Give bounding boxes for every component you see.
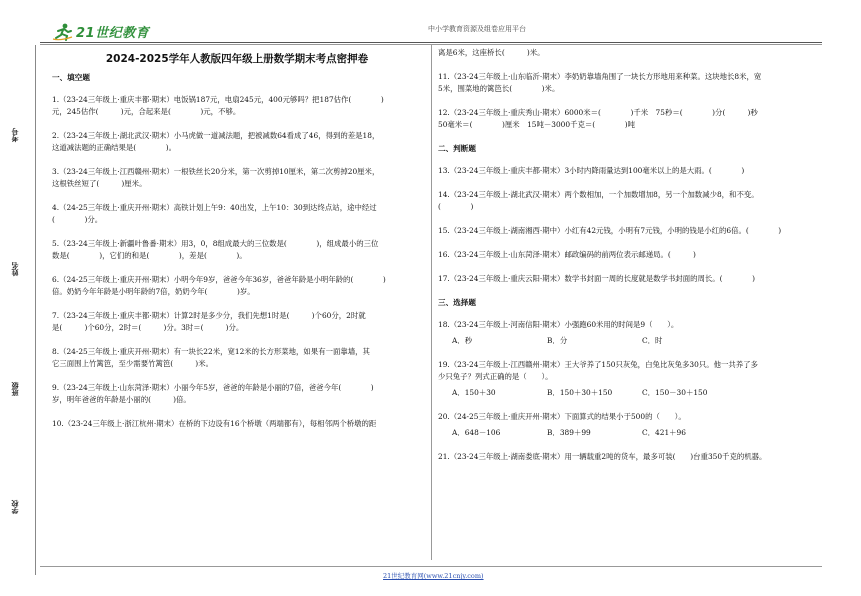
question-line: 这根铁丝短了( )厘米。: [52, 179, 147, 188]
question-line: 是( )个60分，2时＝( )分。3时＝( )分。: [52, 323, 244, 332]
question-line: 5.（23-24三年级上·新疆叶鲁番·期末）用3，0，8组成最大的三位数是( )，组成最小的三位: [52, 239, 379, 248]
header-rule: [40, 42, 822, 43]
question-11: [438, 71, 821, 95]
option-b: B．150＋30＋150: [547, 388, 613, 397]
option-b: B．389＋99: [547, 428, 591, 437]
option-a: A．150＋30: [452, 388, 496, 397]
question-line: 15.（23-24三年级上·湖南湘西·期中）小红有42元钱，小明有7元钱，小明的钱是小红的6倍。( ): [438, 226, 782, 235]
question-line: 1.（23-24三年级上·重庆丰都·期末）电饭锅187元，电扇245元，400元够吗？把187估作( ): [52, 95, 384, 104]
margin-field-exam-number: [6, 128, 24, 142]
question-line: 这道减法题的正确结果是( )。: [52, 143, 177, 152]
section-heading-fill-blank: 一、填空题: [52, 73, 90, 82]
option-c: C．时: [642, 336, 663, 345]
question-line: 6.（24-25三年级上·重庆开州·期末）小明今年9岁，爸爸今年36岁，爸爸年龄是小明年龄的( ): [52, 275, 386, 284]
question-line: 20.（24-25三年级上·重庆开州·期末）下面算式的结果小于500的（ ）。: [438, 412, 686, 421]
question-line: 元，245估作( )元，合起来是( )元，不够。: [52, 107, 241, 116]
option-c: C．150－30＋150: [642, 388, 708, 397]
column-divider: [431, 45, 432, 560]
logo: [52, 22, 149, 41]
left-column: [52, 72, 427, 442]
question-line: 18.（23-24三年级上·河南信阳·期末）小强跑60米用的时间是9（ ）。: [438, 320, 679, 329]
question-line: 岁，明年爸爸的年龄是小丽的( )倍。: [52, 395, 191, 404]
question-line: 7.（23-24三年级上·重庆丰都·期末）计算2时是多少分，我们先想1时是( )个60分，2时就: [52, 311, 366, 320]
question-7: [52, 310, 427, 334]
margin-field-label: 考号: [11, 128, 19, 142]
question-20: [438, 411, 821, 439]
question-17: [438, 273, 821, 285]
option-b: B．分: [547, 336, 568, 345]
margin-field-class: [6, 382, 24, 396]
question-line: ( ): [438, 202, 474, 211]
question-line: 14.（23-24三年级上·湖北武汉·期末）两个数相加，一个加数增加8，另一个加数减少8，和不变。: [438, 190, 759, 199]
question-line: 50毫米＝( )厘米 15吨－3000千克＝( )吨: [438, 120, 635, 129]
question-18: [438, 319, 821, 347]
question-line: 4.（24-25三年级上·重庆开州·期末）高铁计划上午9：40出发，上午10：30到达终点站，途中经过: [52, 203, 377, 212]
option-c: C．421＋96: [642, 428, 686, 437]
question-19: [438, 359, 821, 399]
logo-text: 21世纪教育: [76, 26, 150, 41]
question-line: 9.（23-24三年级上·山东菏泽·期末）小丽今年5岁，爸爸的年龄是小丽的7倍，爸爸今年( ): [52, 383, 374, 392]
right-column: [438, 47, 821, 463]
question-line: 8.（24-25三年级上·重庆开州·期末）有一块长22米，宽12米的长方形菜地，如果有一面靠墙，其: [52, 347, 370, 356]
footer-link[interactable]: 21世纪教育网(www.21cnjy.com): [383, 572, 484, 580]
answer-options: [438, 427, 821, 439]
question-line: 2.（23-24三年级上·湖北武汉·期末）小马虎做一道减法题，把被减数64看成了46，得到的差是18，: [52, 131, 380, 140]
question-10-continuation: [438, 47, 821, 59]
question-15: [438, 225, 821, 237]
question-6: [52, 274, 427, 298]
option-a: A．648－106: [452, 428, 501, 437]
question-line: ( )分。: [52, 215, 103, 224]
question-line: 3.（23-24三年级上·江西赣州·期末）一根铁丝长20分米，第一次剪掉10厘米，第二次剪掉20厘米，: [52, 167, 380, 176]
question-line: 11.（23-24三年级上·山东临沂·期末）李奶奶靠墙角围了一块长方形地用来种菜。这块地长8米，宽: [438, 72, 762, 81]
question-line: 19.（23-24三年级上·江西赣州·期末）王大爷养了150只灰兔，白兔比灰兔多30只。他一共养了多: [438, 360, 758, 369]
question-line: 17.（23-24三年级上·重庆云阳·期末）数学书封面一周的长度就是数学书封面的周长。( ): [438, 274, 755, 283]
question-9: [52, 382, 427, 406]
document-title: 2024-2025学年人教版四年级上册数学期末考点密押卷: [105, 53, 369, 65]
question-1: [52, 94, 427, 118]
question-12: [438, 107, 821, 131]
header-title: 中小学教育资源及组卷应用平台: [428, 25, 526, 33]
margin-field-label: 姓名: [11, 262, 19, 276]
question-line: 21.（23-24三年级上·湖南娄底·期末）用一辆载重2吨的货车，最多可装( )台重350千克的机器。: [438, 452, 767, 461]
question-16: [438, 249, 821, 261]
question-line: 16.（23-24三年级上·山东菏泽·期末）邮政编码的前两位表示邮递局。( ): [438, 250, 696, 259]
margin-field-label: 班级: [11, 382, 19, 396]
section-heading-judge: 二、判断题: [438, 144, 476, 153]
question-8: [52, 346, 427, 370]
question-21: [438, 451, 821, 463]
question-line: 12.（23-24三年级上·重庆秀山·期末）6000米＝( )千米 75秒＝( )分( )秒: [438, 108, 758, 117]
question-3: [52, 166, 427, 190]
question-line: 离是6米，这座桥长( )米。: [438, 48, 545, 57]
section-heading-choice: 三、选择题: [438, 298, 476, 307]
question-4: [52, 202, 427, 226]
question-5: [52, 238, 427, 262]
question-line: 倍。奶奶今年年龄是小明年龄的7倍，奶奶今年( )岁。: [52, 287, 255, 296]
binding-line: [35, 45, 36, 575]
margin-field-label: 学校: [11, 500, 19, 514]
question-line: 少只兔子？列式正确的是（ ）。: [438, 372, 553, 381]
question-line: 10.（23-24三年级上·浙江杭州·期末）在桥的下边设有16个桥墩（两端都有），每相邻两个桥墩的距: [52, 419, 377, 428]
question-2: [52, 130, 427, 154]
question-10: [52, 418, 427, 430]
question-line: 13.（23-24三年级上·重庆丰都·期末）3小时内降雨量达到100毫米以上的是大雨。( ): [438, 166, 745, 175]
question-14: [438, 189, 821, 213]
answer-options: [438, 387, 821, 399]
question-line: 它三面围上竹篱笆，至少需要竹篱笆( )米。: [52, 359, 213, 368]
margin-field-school: [6, 500, 24, 514]
option-a: A．秒: [452, 336, 473, 345]
question-13: [438, 165, 821, 177]
footer-rule: [40, 566, 822, 567]
question-line: 5米，围菜地的篱笆长( )米。: [438, 84, 560, 93]
runner-logo-icon: [52, 23, 74, 41]
margin-field-name: [6, 262, 24, 276]
question-line: 数是( )，它们的和是( )，差是( )。: [52, 251, 247, 260]
answer-options: [438, 335, 821, 347]
